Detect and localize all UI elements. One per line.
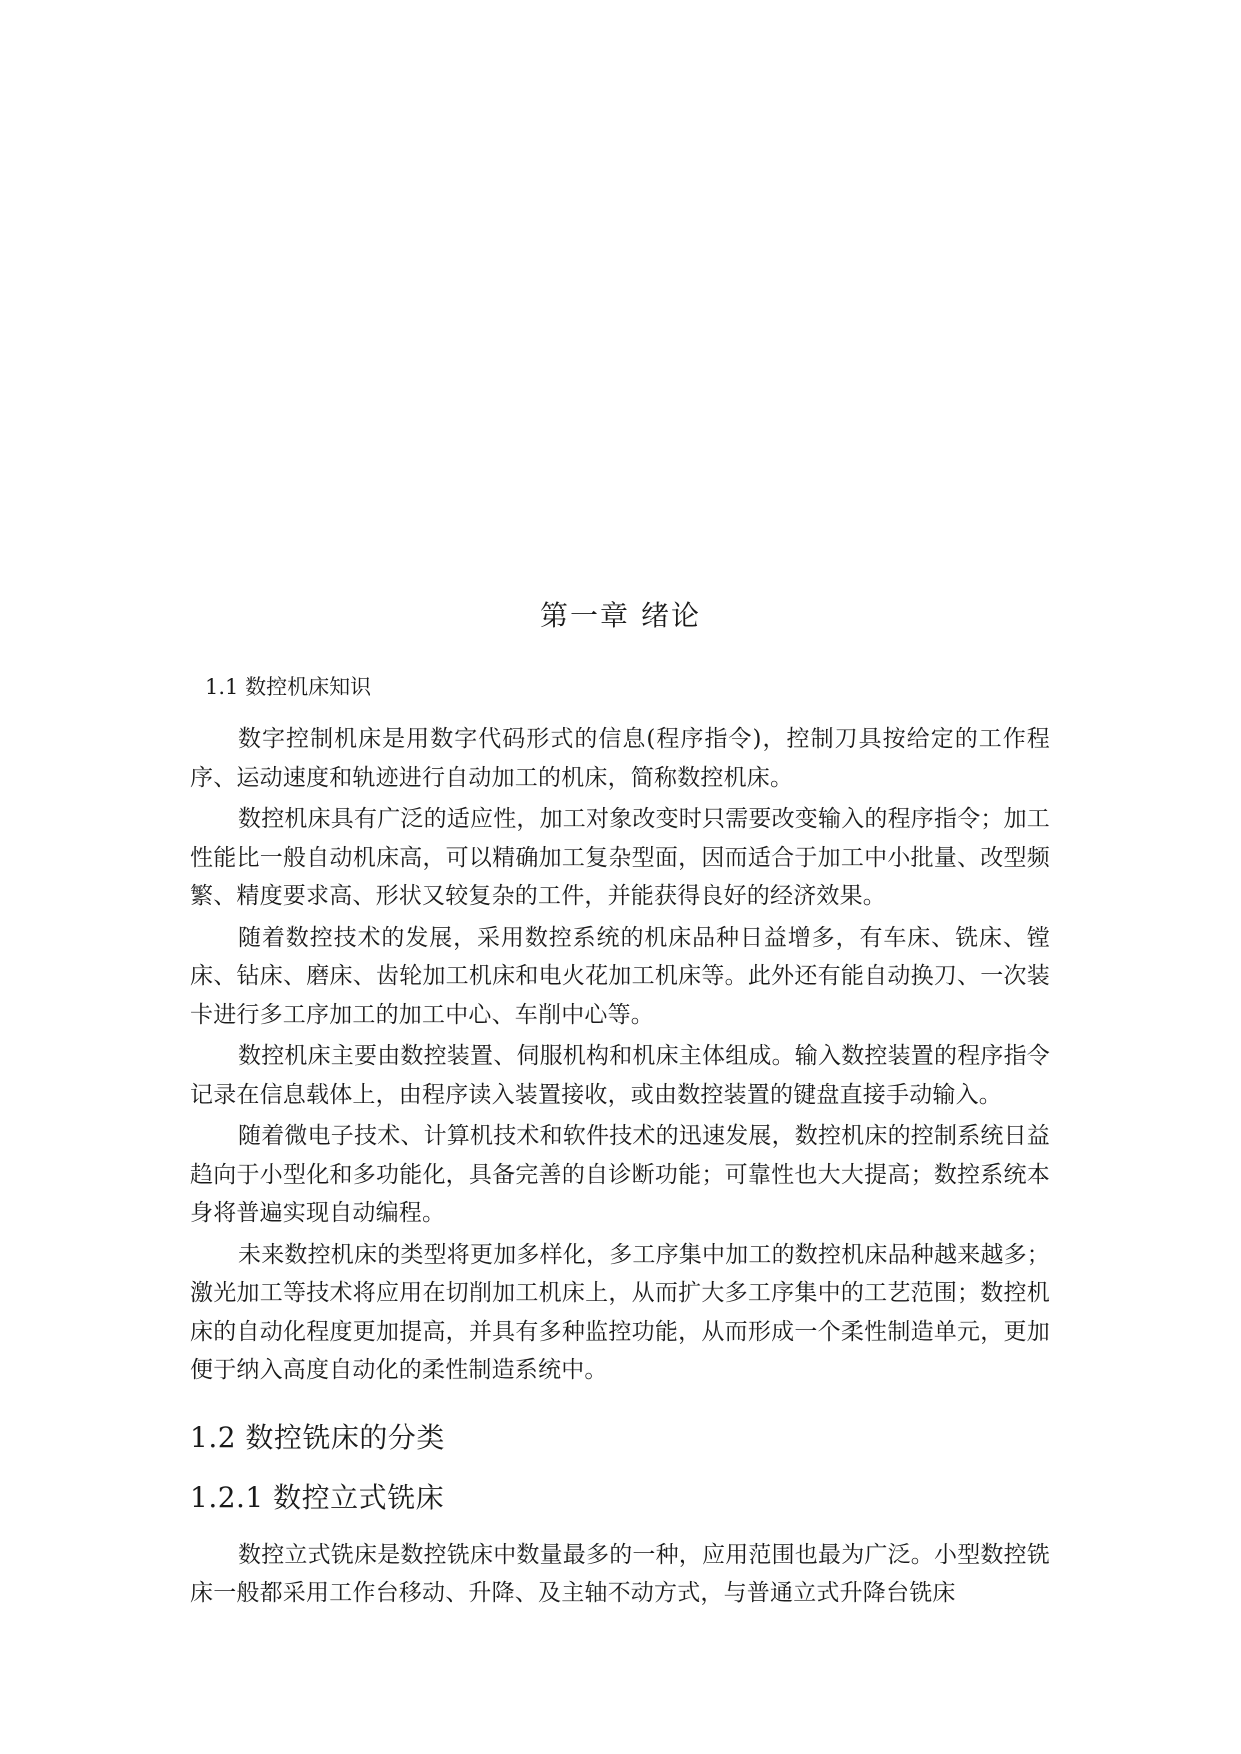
- chapter-title: 第一章 绪论: [540, 599, 701, 632]
- paragraph: 数控机床主要由数控装置、伺服机构和机床主体组成。输入数控装置的程序指令记录在信息载体上，由程序读入装置接收，或由数控装置的键盘直接手动输入。: [190, 1043, 1050, 1108]
- section-heading-1-2-1: 1.2.1 数控立式铣床: [190, 1480, 445, 1514]
- paragraph: 数字控制机床是用数字代码形式的信息(程序指令)，控制刀具按给定的工作程序、运动速度和轨迹进行自动加工的机床，简称数控机床。: [190, 726, 1050, 791]
- body-text: [190, 720, 1050, 1613]
- paragraph: 数控机床具有广泛的适应性，加工对象改变时只需要改变输入的程序指令；加工性能比一般自动机床高，可以精确加工复杂型面，因而适合于加工中小批量、改型频繁、精度要求高、形状又较复杂的工件，并能获得良好的经济效果。: [190, 806, 1050, 909]
- paragraph: 未来数控机床的类型将更加多样化，多工序集中加工的数控机床品种越来越多；激光加工等技术将应用在切削加工机床上，从而扩大多工序集中的工艺范围；数控机床的自动化程度更加提高，并具有多种监控功能，从而形成一个柔性制造单元，更加便于纳入高度自动化的柔性制造系统中。: [190, 1241, 1050, 1383]
- paragraph: 数控立式铣床是数控铣床中数量最多的一种，应用范围也最为广泛。小型数控铣床一般都采用工作台移动、升降、及主轴不动方式，与普通立式升降台铣床: [190, 1541, 1050, 1606]
- paragraph: 随着数控技术的发展，采用数控系统的机床品种日益增多，有车床、铣床、镗床、钻床、磨床、齿轮加工机床和电火花加工机床等。此外还有能自动换刀、一次装卡进行多工序加工的加工中心、车削中心等。: [190, 924, 1050, 1028]
- section-heading-1-1: 1.1 数控机床知识: [205, 675, 372, 699]
- section-heading-1-2: 1.2 数控铣床的分类: [190, 1420, 445, 1454]
- paragraph: 随着微电子技术、计算机技术和软件技术的迅速发展，数控机床的控制系统日益趋向于小型化和多功能化，具备完善的自诊断功能；可靠性也大大提高；数控系统本身将普遍实现自动编程。: [190, 1123, 1050, 1226]
